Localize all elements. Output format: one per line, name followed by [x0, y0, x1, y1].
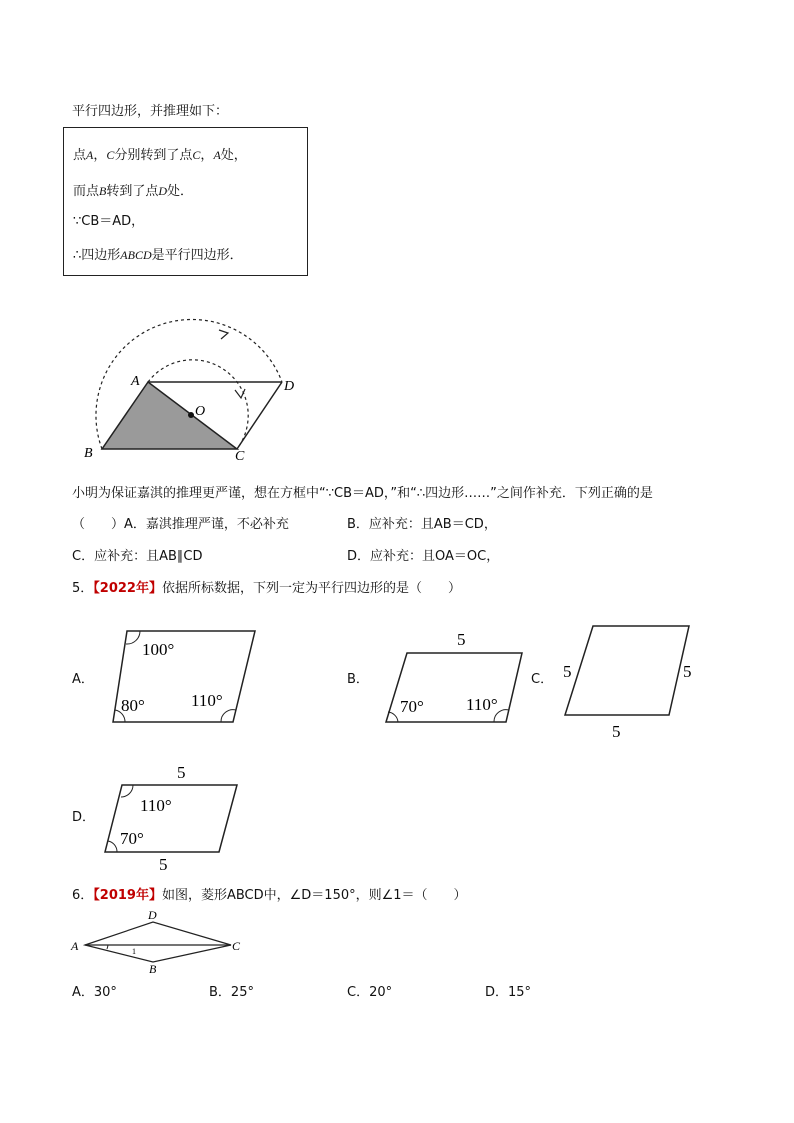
label-o: O	[195, 404, 206, 419]
q6-option-b: B．25°	[209, 985, 254, 1000]
q6-option-c: C．20°	[347, 985, 393, 1000]
label-a: A	[131, 374, 140, 389]
box-line-1: 点A，C分别转到了点C，A处，	[73, 148, 247, 163]
q6-label-angle-1: 1	[132, 947, 136, 956]
q4-stem: 小明为保证嘉淇的推理更严谨，想在方框中“∵CB＝AD，”和“∴四边形……”之间作补充．下列正确的是	[72, 486, 653, 501]
label-c: C	[235, 449, 245, 464]
q5a-angle-110: 110°	[191, 691, 223, 710]
q5-stem: 5．【2022年】依据所标数据，下列一定为平行四边形的是（ ）	[72, 581, 461, 596]
box-line-4: ∴四边形ABCD是平行四边形．	[73, 248, 243, 263]
q5-label-d: D．	[72, 810, 96, 825]
q6-label-c: C	[232, 939, 241, 953]
arrow-outer-icon	[219, 330, 228, 339]
q4-option-b: B．应补充：且AB＝CD，	[347, 517, 497, 532]
q5a-angle-100: 100°	[142, 640, 175, 659]
q5-figure-b	[380, 625, 530, 725]
q5-figure-d	[100, 760, 245, 875]
q4-option-c: C．应补充：且AB∥CD	[72, 549, 203, 564]
reasoning-box	[63, 127, 308, 276]
q6-label-b: B	[149, 962, 157, 975]
label-d: D	[284, 379, 295, 394]
arrow-inner-icon	[235, 389, 245, 398]
q5c-side-right: 5	[683, 662, 692, 681]
q5d-angle-70: 70°	[120, 829, 144, 848]
q6-option-a: A．30°	[72, 985, 117, 1000]
q4-option-d: D．应补充：且OA＝OC，	[347, 549, 500, 564]
q6-year-tag: 【2019年】	[93, 888, 162, 903]
q5b-angle-110: 110°	[466, 695, 498, 714]
box-line-2: 而点B转到了点D处．	[73, 184, 194, 199]
q5b-angle-70: 70°	[400, 697, 424, 716]
q6-label-d: D	[148, 908, 157, 922]
q5d-side-top: 5	[177, 763, 186, 782]
box-line-3: ∵CB＝AD，	[73, 214, 145, 229]
intro-text: 平行四边形，并推理如下：	[72, 104, 229, 119]
label-b: B	[84, 446, 93, 461]
rotation-figure	[75, 315, 315, 465]
q5d-side-bottom: 5	[159, 855, 168, 874]
shaded-triangle-abc	[102, 382, 237, 449]
q5-year-tag: 【2022年】	[93, 581, 162, 596]
q5d-angle-110: 110°	[140, 796, 172, 815]
q6-rhombus-figure	[68, 905, 253, 975]
q6-stem: 6．【2019年】如图，菱形ABCD中，∠D＝150°，则∠1＝（ ）	[72, 888, 467, 903]
q5a-angle-80: 80°	[121, 696, 145, 715]
q5-label-b: B．	[347, 672, 369, 687]
q6-option-d: D．15°	[485, 985, 532, 1000]
q5c-side-left: 5	[563, 662, 572, 681]
q4-option-a: （ ）A．嘉淇推理严谨，不必补充	[72, 517, 289, 532]
point-o	[188, 412, 194, 418]
q5-figure-a	[105, 625, 265, 725]
q5b-side-top: 5	[457, 630, 466, 649]
q5c-side-bottom: 5	[612, 722, 621, 741]
q5-label-c: C．	[531, 672, 554, 687]
q6-label-a: A	[71, 939, 79, 953]
q5-figure-c	[556, 618, 706, 743]
q5-label-a: A．	[72, 672, 94, 687]
